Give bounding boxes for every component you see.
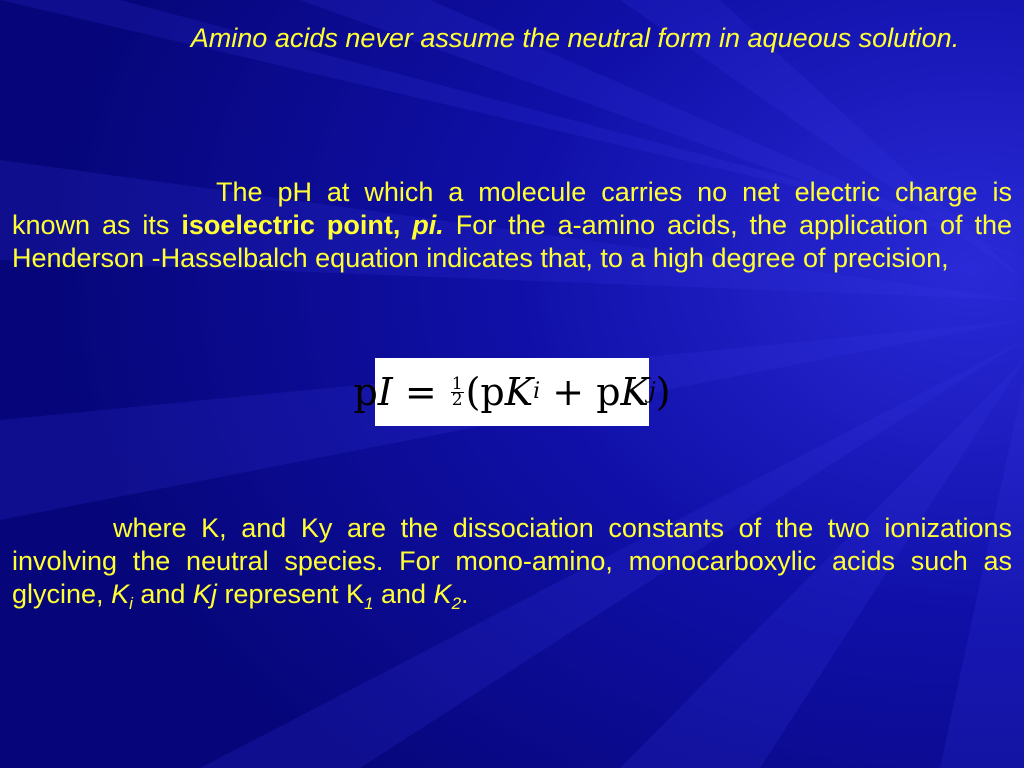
pi-symbol: pi. (412, 210, 444, 240)
eq-k1: K (504, 370, 534, 414)
eq-close: ) (655, 370, 671, 414)
eq-frac-num: 1 (451, 373, 463, 394)
isoelectric-paragraph (12, 176, 1012, 275)
represent-text: represent K (216, 579, 365, 609)
paragraph2-text-a: where K, and Ky are the dissociation constants of the two ionizations involving the neutral species. For mono-amino, monocarboxylic acids such as glycine, (12, 513, 1012, 609)
isoelectric-equation-image (353, 358, 671, 426)
slide-title: Amino acids never assume the neutral form in aqueous solution. (190, 23, 960, 53)
paragraph1-text-b: For the a-amino acids, the application of the Henderson -Hasselbalch equation indicates that, to a high degree of precision, (12, 210, 1012, 273)
eq-frac-den: 2 (451, 389, 463, 410)
isoelectric-term: isoelectric point, (181, 210, 401, 240)
paragraph1-text-a: The pH at which a molecule carries no net electric charge is known as its (12, 177, 1012, 240)
ki-symbol: K (111, 579, 130, 609)
eq-k2-sub: j (648, 379, 656, 404)
eq-fraction (451, 373, 464, 410)
dissociation-paragraph (12, 512, 1012, 620)
k2-symbol: K (433, 579, 452, 609)
ki-subscript: i (129, 594, 133, 613)
and-text-2: and (373, 579, 434, 609)
eq-lhs-p: p (353, 370, 378, 414)
eq-k1-sub: i (533, 379, 541, 404)
k1-subscript: 1 (364, 594, 374, 613)
eq-lhs-var: I (377, 370, 393, 414)
eq-plus: + p (540, 370, 621, 414)
k2-subscript: 2 (451, 594, 462, 613)
and-text-1: and (132, 579, 193, 609)
kj-symbol: Kj (192, 579, 217, 609)
eq-k2: K (620, 370, 649, 414)
eq-equals: = (392, 370, 449, 414)
eq-open: (p (465, 370, 505, 414)
final-period: . (461, 579, 469, 609)
